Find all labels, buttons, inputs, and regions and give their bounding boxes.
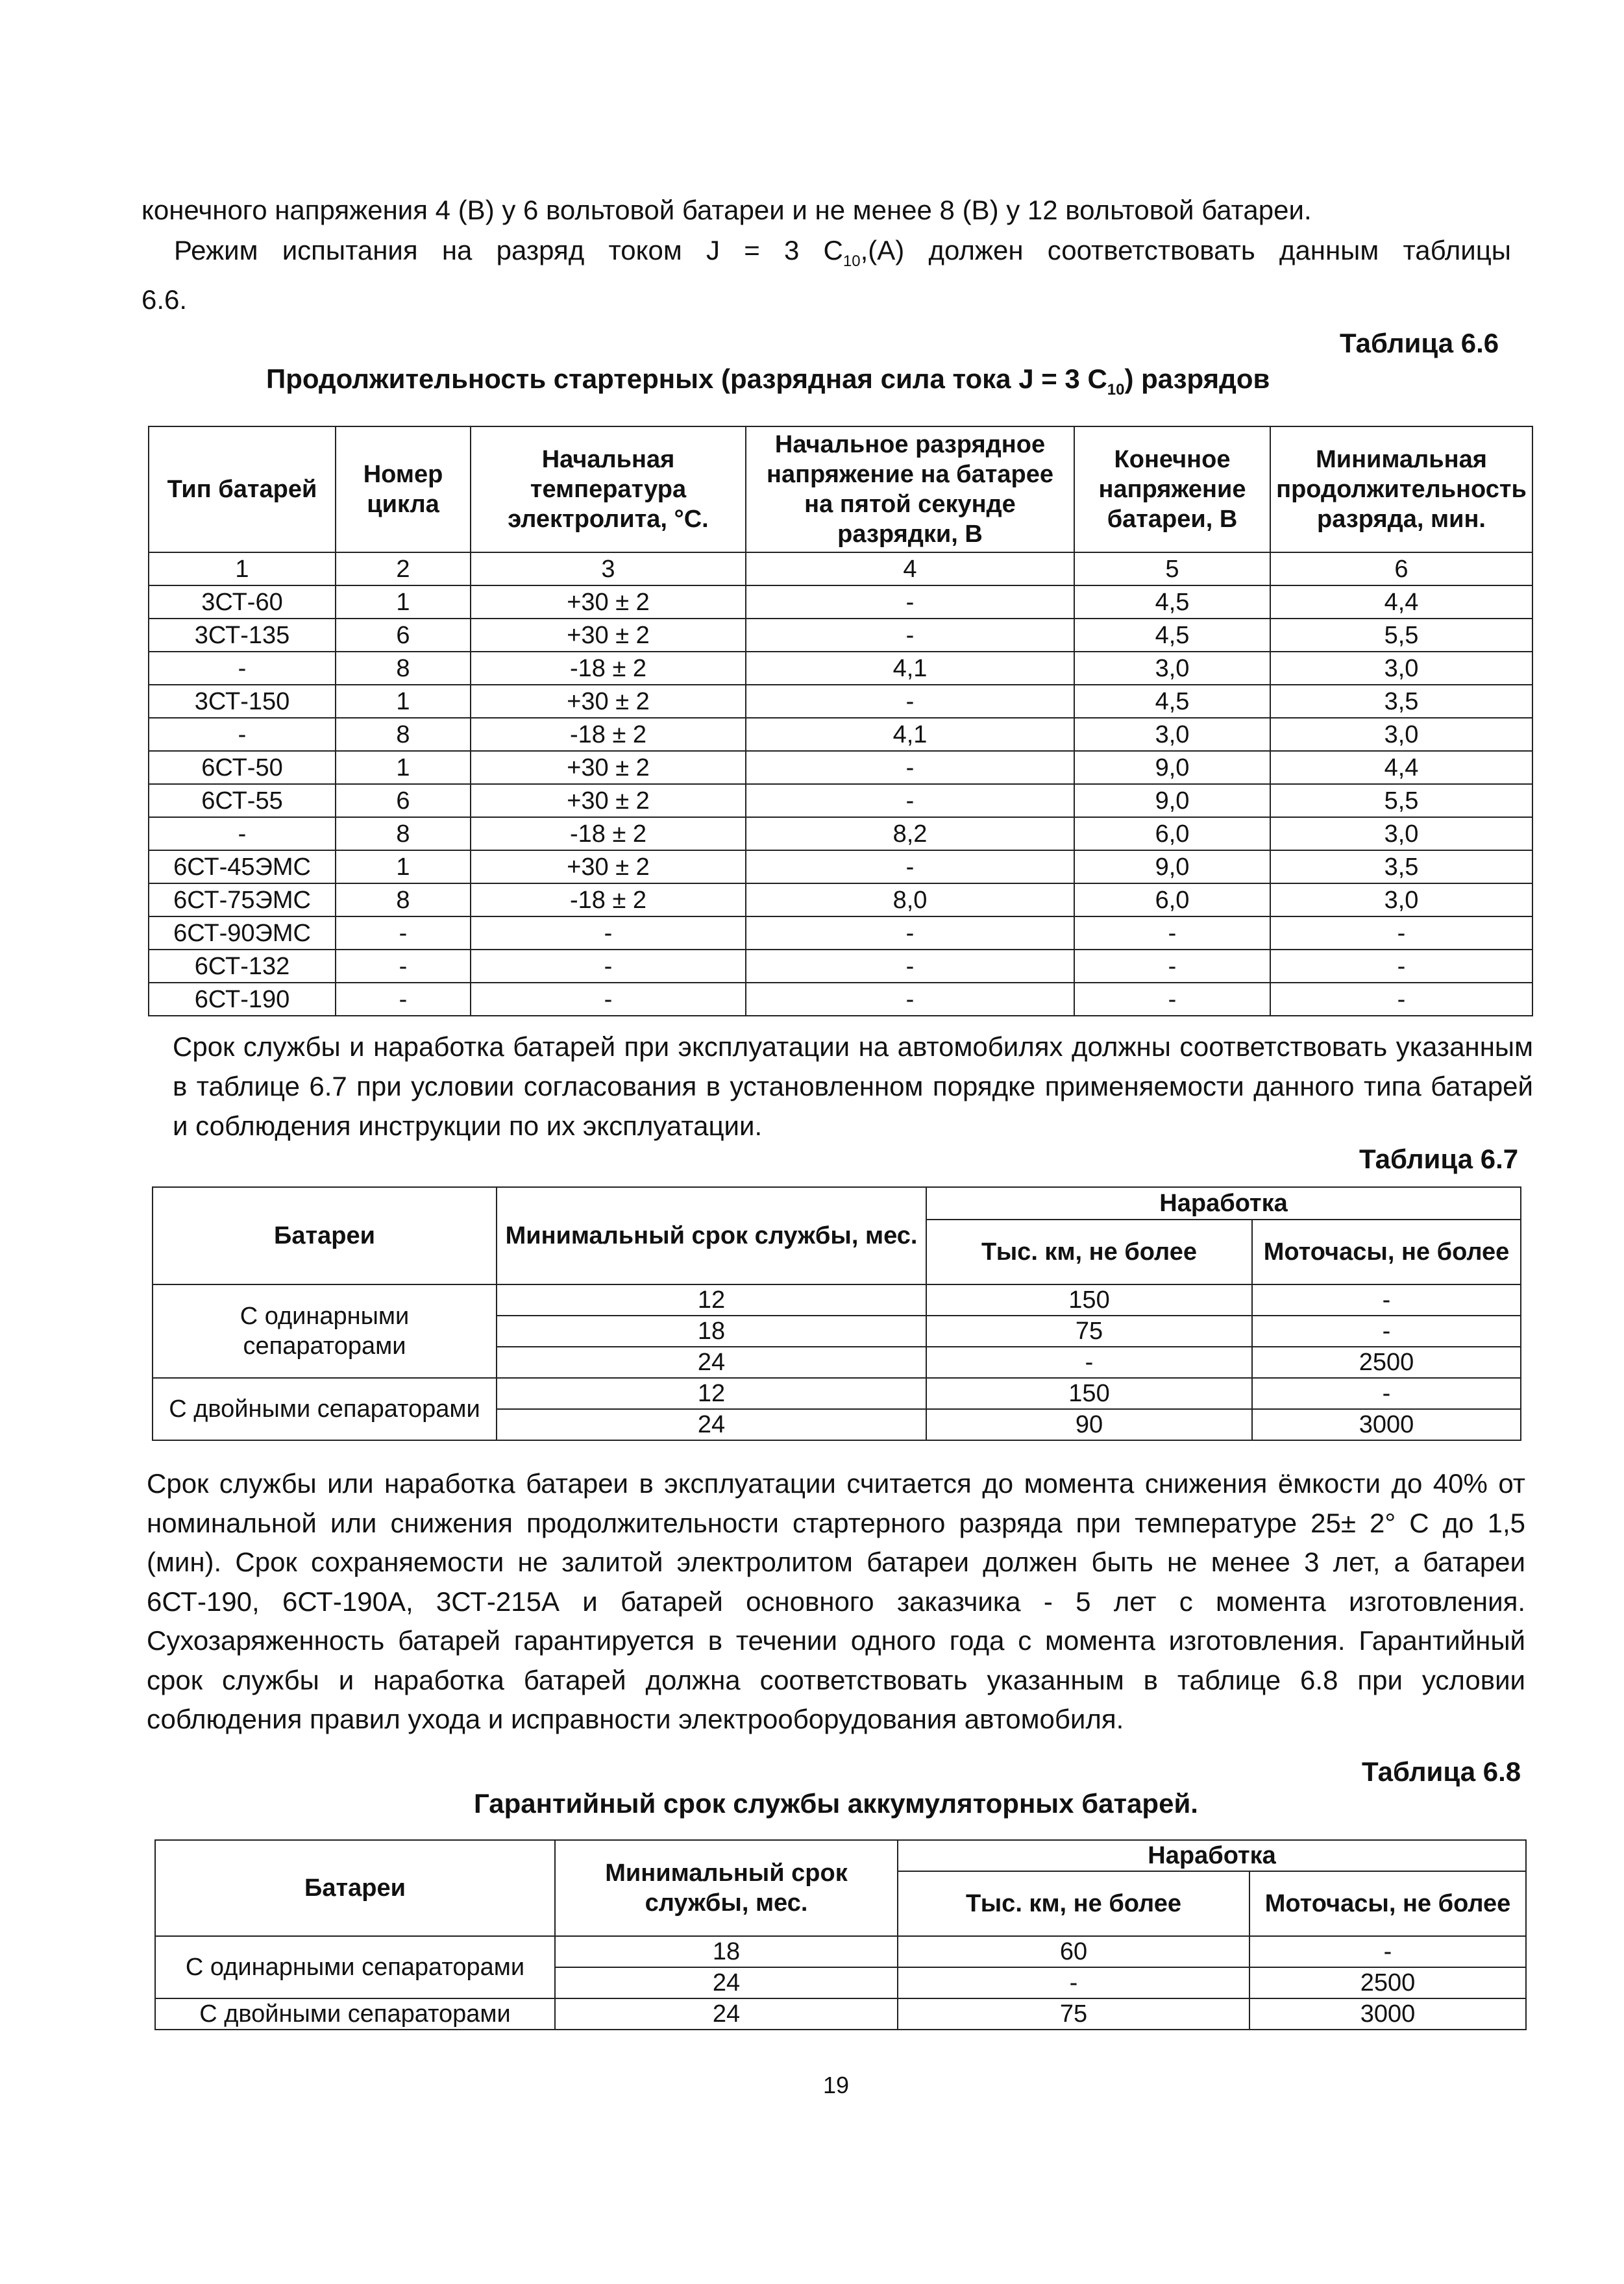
table-cell: 3,0 (1074, 718, 1270, 751)
table-cell: 6,0 (1074, 817, 1270, 850)
table-68-body (155, 1936, 1526, 2030)
table-cell: 4,1 (746, 652, 1074, 685)
table-cell: - (746, 850, 1074, 883)
table-cell: 8 (336, 718, 471, 751)
table-cell: 4,5 (1074, 685, 1270, 718)
table-cell: 12 (497, 1284, 926, 1316)
table-cell: 3,0 (1270, 718, 1532, 751)
table-68 (154, 1839, 1527, 2030)
table-cell: 8,0 (746, 883, 1074, 916)
table-row (149, 850, 1532, 883)
intro-line-2-pre: Режим испытания на разряд током J = 3 C (174, 235, 843, 265)
column-number: 4 (746, 552, 1074, 585)
table-cell: - (746, 619, 1074, 652)
table-cell: - (898, 1967, 1249, 1998)
table-cell: - (1270, 916, 1532, 950)
table-68-header-operation: Наработка (898, 1840, 1526, 1871)
table-67-header-operation: Наработка (926, 1187, 1521, 1220)
battery-group-name: С одинарными сепараторами (153, 1284, 497, 1378)
table-66-number-row (149, 552, 1532, 585)
table-cell: 9,0 (1074, 850, 1270, 883)
table-cell: 18 (497, 1316, 926, 1347)
column-number: 6 (1270, 552, 1532, 585)
table-67 (152, 1186, 1521, 1441)
column-number: 5 (1074, 552, 1270, 585)
table-66-header: Номер цикла (336, 426, 471, 552)
intro-line-2-post: ,(А) должен соответствовать данным таблицы (860, 235, 1511, 265)
table-cell: 1 (336, 850, 471, 883)
table-cell: 6 (336, 619, 471, 652)
table-cell: +30 ± 2 (471, 850, 746, 883)
table-cell: 9,0 (1074, 784, 1270, 817)
table-cell: 3,0 (1270, 652, 1532, 685)
table-cell: 2500 (1252, 1347, 1521, 1378)
table-cell: 8 (336, 817, 471, 850)
table-cell: 1 (336, 585, 471, 619)
table-cell: 4,4 (1270, 585, 1532, 619)
table-cell: - (336, 950, 471, 983)
table-row (149, 619, 1532, 652)
page-number: 19 (823, 2072, 850, 2098)
table-68-header-min-life: Минимальный срок службы, мес. (555, 1840, 898, 1936)
table-cell: - (1074, 983, 1270, 1016)
battery-type-cell: 6СТ-55 (149, 784, 336, 817)
table-cell: 3000 (1252, 1409, 1521, 1440)
battery-type-cell: - (149, 817, 336, 850)
table-cell: -18 ± 2 (471, 817, 746, 850)
table-cell: 24 (555, 1998, 898, 2030)
table-68-header-km: Тыс. км, не более (898, 1871, 1249, 1936)
table-cell: - (1252, 1378, 1521, 1409)
battery-group-name: С одинарными сепараторами (155, 1936, 555, 1998)
table-66-label: Таблица 6.6 (1340, 328, 1499, 358)
table-66-title (266, 363, 1270, 399)
battery-type-cell: - (149, 718, 336, 751)
battery-type-cell: 6СТ-75ЭМС (149, 883, 336, 916)
table-cell: 90 (926, 1409, 1252, 1440)
table-row (149, 817, 1532, 850)
table-cell: 150 (926, 1284, 1252, 1316)
table-cell: 75 (898, 1998, 1249, 2030)
table-cell: 8 (336, 652, 471, 685)
table-68-title: Гарантийный срок службы аккумуляторных батарей. (474, 1788, 1198, 1819)
table-cell: 6 (336, 784, 471, 817)
table-67-header-hours: Моточасы, не более (1252, 1220, 1521, 1284)
table-cell: 5,5 (1270, 619, 1532, 652)
table-cell: 2500 (1249, 1967, 1526, 1998)
table-cell: 24 (555, 1967, 898, 1998)
table-cell: - (746, 916, 1074, 950)
table-67-body (153, 1284, 1521, 1440)
paragraph-storage-warranty: Срок службы или наработка батареи в эксплуатации считается до момента снижения ёмкости до 40% от номинальной или снижения продолжительности стартерного разряда при температуре 25± 2° С до 1,5 (мин). Срок сохраняемости не залитой электролитом батареи должен быть не менее 3 лет, а батареи 6СТ-190, 6СТ-190А, 3СТ-215А и батарей основного заказчика - 5 лет с момента изготовления. Сухозаряженность батарей гарантируется в течении одного года с момента изготовления. Гарантийный срок службы и наработка батарей должна соответствовать указанным в таблице 6.8 при условии соблюдения правил ухода и исправности электрооборудования автомобиля. (147, 1468, 1525, 1734)
table-66-header: Конечное напряжение батареи, В (1074, 426, 1270, 552)
battery-group-name: С двойными сепараторами (155, 1998, 555, 2030)
table-cell: 3,0 (1270, 883, 1532, 916)
table-66-header: Начальное разрядное напряжение на батарее на пятой секунде разрядки, В (746, 426, 1074, 552)
table-cell: 8 (336, 883, 471, 916)
table-cell: 9,0 (1074, 751, 1270, 784)
table-row (153, 1284, 1521, 1316)
table-68-header-row-1 (155, 1840, 1526, 1871)
table-row (149, 983, 1532, 1016)
table-cell: 8,2 (746, 817, 1074, 850)
table-cell: -18 ± 2 (471, 883, 746, 916)
table-cell: 6,0 (1074, 883, 1270, 916)
table-row (149, 784, 1532, 817)
table-cell: - (1249, 1936, 1526, 1967)
intro-line-3: 6.6. (141, 284, 188, 315)
table-cell: 4,5 (1074, 585, 1270, 619)
column-number: 2 (336, 552, 471, 585)
table-66 (148, 426, 1533, 1016)
table-67-header-min-life: Минимальный срок службы, мес. (497, 1187, 926, 1284)
table-67-header-km: Тыс. км, не более (926, 1220, 1252, 1284)
table-cell: - (1252, 1316, 1521, 1347)
table-cell: -18 ± 2 (471, 718, 746, 751)
table-cell: 150 (926, 1378, 1252, 1409)
table-cell: 1 (336, 685, 471, 718)
table-66-title-pre: Продолжительность стартерных (разрядная сила тока J = 3 C (266, 363, 1107, 394)
table-cell: 12 (497, 1378, 926, 1409)
table-cell: - (471, 916, 746, 950)
table-row (149, 685, 1532, 718)
table-cell: - (336, 983, 471, 1016)
table-cell: - (336, 916, 471, 950)
battery-type-cell: 6СТ-50 (149, 751, 336, 784)
table-cell: - (1074, 916, 1270, 950)
table-cell: - (746, 983, 1074, 1016)
table-cell: - (1252, 1284, 1521, 1316)
table-cell: - (471, 983, 746, 1016)
table-row (155, 1936, 1526, 1967)
battery-group-name: С двойными сепараторами (153, 1378, 497, 1440)
battery-type-cell: 6СТ-132 (149, 950, 336, 983)
table-cell: - (471, 950, 746, 983)
table-row (149, 718, 1532, 751)
table-row (155, 1998, 1526, 2030)
intro-line-2 (174, 235, 1511, 271)
table-cell: - (1074, 950, 1270, 983)
table-cell: 24 (497, 1409, 926, 1440)
table-cell: - (746, 585, 1074, 619)
table-cell: - (746, 784, 1074, 817)
table-cell: 4,1 (746, 718, 1074, 751)
table-cell: -18 ± 2 (471, 652, 746, 685)
battery-type-cell: 6СТ-190 (149, 983, 336, 1016)
intro-line-2-sub: 10 (843, 252, 861, 270)
table-cell: 3000 (1249, 1998, 1526, 2030)
table-row (149, 916, 1532, 950)
table-cell: 5,5 (1270, 784, 1532, 817)
table-cell: +30 ± 2 (471, 585, 746, 619)
table-cell: 3,5 (1270, 850, 1532, 883)
table-cell: 24 (497, 1347, 926, 1378)
table-66-header: Начальная температура электролита, °С. (471, 426, 746, 552)
table-cell: - (746, 751, 1074, 784)
table-cell: - (1270, 983, 1532, 1016)
table-68-label: Таблица 6.8 (1362, 1756, 1521, 1787)
table-row (153, 1378, 1521, 1409)
column-number: 3 (471, 552, 746, 585)
table-row (149, 751, 1532, 784)
table-cell: 3,0 (1270, 817, 1532, 850)
table-66-header-row (149, 426, 1532, 552)
table-66-header: Минимальная продолжительность разряда, мин. (1270, 426, 1532, 552)
battery-type-cell: 6СТ-90ЭМС (149, 916, 336, 950)
table-cell: +30 ± 2 (471, 751, 746, 784)
table-cell: - (926, 1347, 1252, 1378)
battery-type-cell: 3СТ-150 (149, 685, 336, 718)
table-row (149, 652, 1532, 685)
table-66-title-sub: 10 (1107, 381, 1125, 399)
table-cell: 18 (555, 1936, 898, 1967)
table-67-label: Таблица 6.7 (1359, 1144, 1519, 1174)
table-cell: 1 (336, 751, 471, 784)
table-cell: +30 ± 2 (471, 619, 746, 652)
table-cell: +30 ± 2 (471, 784, 746, 817)
table-66-body (149, 552, 1532, 1016)
battery-type-cell: - (149, 652, 336, 685)
column-number: 1 (149, 552, 336, 585)
table-cell: 3,5 (1270, 685, 1532, 718)
table-cell: - (1270, 950, 1532, 983)
table-66-header: Тип батарей (149, 426, 336, 552)
table-row (149, 585, 1532, 619)
table-row (149, 950, 1532, 983)
table-cell: - (746, 950, 1074, 983)
table-cell: 75 (926, 1316, 1252, 1347)
table-66-title-post: ) разрядов (1124, 363, 1270, 394)
table-cell: 4,4 (1270, 751, 1532, 784)
table-cell: 60 (898, 1936, 1249, 1967)
battery-type-cell: 3СТ-60 (149, 585, 336, 619)
table-67-header-row-1 (153, 1187, 1521, 1220)
battery-type-cell: 3СТ-135 (149, 619, 336, 652)
table-cell: 3,0 (1074, 652, 1270, 685)
intro-line-1: конечного напряжения 4 (В) у 6 вольтовой батареи и не менее 8 (В) у 12 вольтовой батареи. (141, 195, 1312, 225)
table-cell: +30 ± 2 (471, 685, 746, 718)
table-68-header-hours: Моточасы, не более (1249, 1871, 1526, 1936)
battery-type-cell: 6СТ-45ЭМС (149, 850, 336, 883)
table-row (149, 883, 1532, 916)
table-cell: 4,5 (1074, 619, 1270, 652)
table-68-header-batteries: Батареи (155, 1840, 555, 1936)
paragraph-service-life: Срок службы и наработка батарей при эксплуатации на автомобилях должны соответствовать указанным в таблице 6.7 при условии согласования в установленном порядке применяемости данного типа батарей и соблюдения инструкции по их эксплуатации. (173, 1031, 1533, 1141)
table-cell: - (746, 685, 1074, 718)
table-67-header-batteries: Батареи (153, 1187, 497, 1284)
